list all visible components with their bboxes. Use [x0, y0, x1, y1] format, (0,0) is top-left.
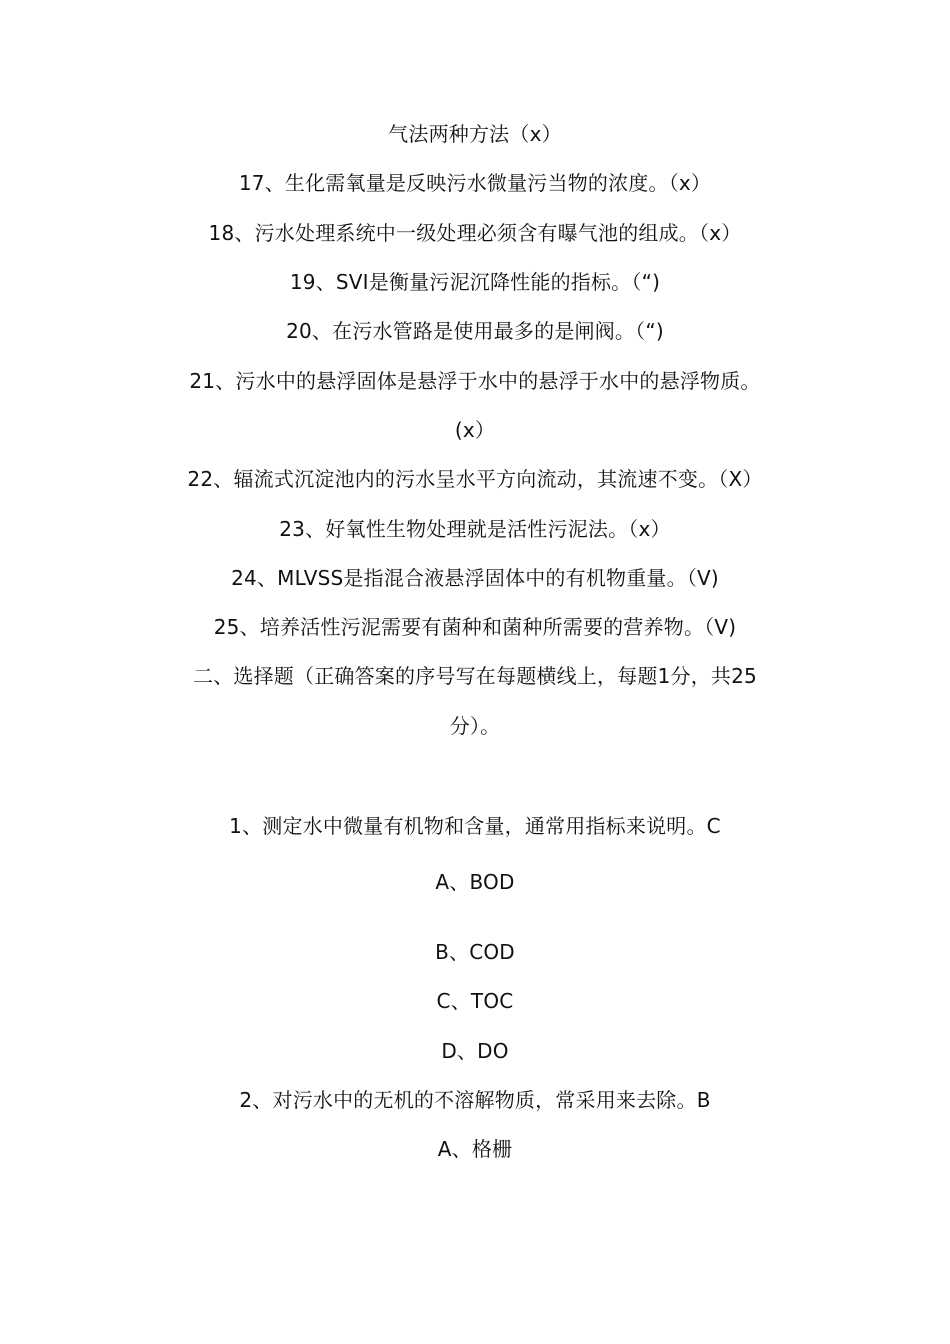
option-b-1: B、COD [435, 940, 515, 964]
option-a-1: A、BOD [435, 870, 515, 894]
question-21-answer: (x） [454, 418, 496, 442]
question-17: 17、生化需氧量是反映污水微量污当物的浓度。（x） [238, 171, 712, 195]
choice-question-2: 2、对污水中的无机的不溶解物质，常采用来去除。B [239, 1088, 711, 1112]
question-18: 18、污水处理系统中一级处理必须含有曝气池的组成。（x） [208, 221, 742, 245]
section-heading: 二、选择题（正确答案的序号写在每题横线上，每题1分，共25 [193, 664, 757, 688]
option-d-1: D、DO [441, 1039, 509, 1063]
question-19: 19、SVI是衡量污泥沉降性能的指标。（“) [289, 270, 661, 294]
question-25: 25、培养活性污泥需要有菌种和菌种所需要的营养物。（V) [213, 615, 737, 639]
option-a-2: A、格栅 [437, 1137, 513, 1161]
question-22: 22、辐流式沉淀池内的污水呈水平方向流动，其流速不变。（X） [187, 467, 763, 491]
text-line-1: 气法两种方法（x） [388, 122, 562, 146]
question-21: 21、污水中的悬浮固体是悬浮于水中的悬浮于水中的悬浮物质。 [189, 369, 761, 393]
question-20: 20、在污水管路是使用最多的是闸阀。（“) [286, 319, 664, 343]
option-c-1: C、TOC [436, 989, 514, 1013]
question-24: 24、MLVSS是指混合液悬浮固体中的有机物重量。（V) [231, 566, 719, 590]
choice-question-1: 1、测定水中微量有机物和含量，通常用指标来说明。C [229, 814, 721, 838]
section-heading-cont: 分）。 [449, 714, 501, 738]
question-23: 23、好氧性生物处理就是活性污泥法。（x） [279, 517, 671, 541]
